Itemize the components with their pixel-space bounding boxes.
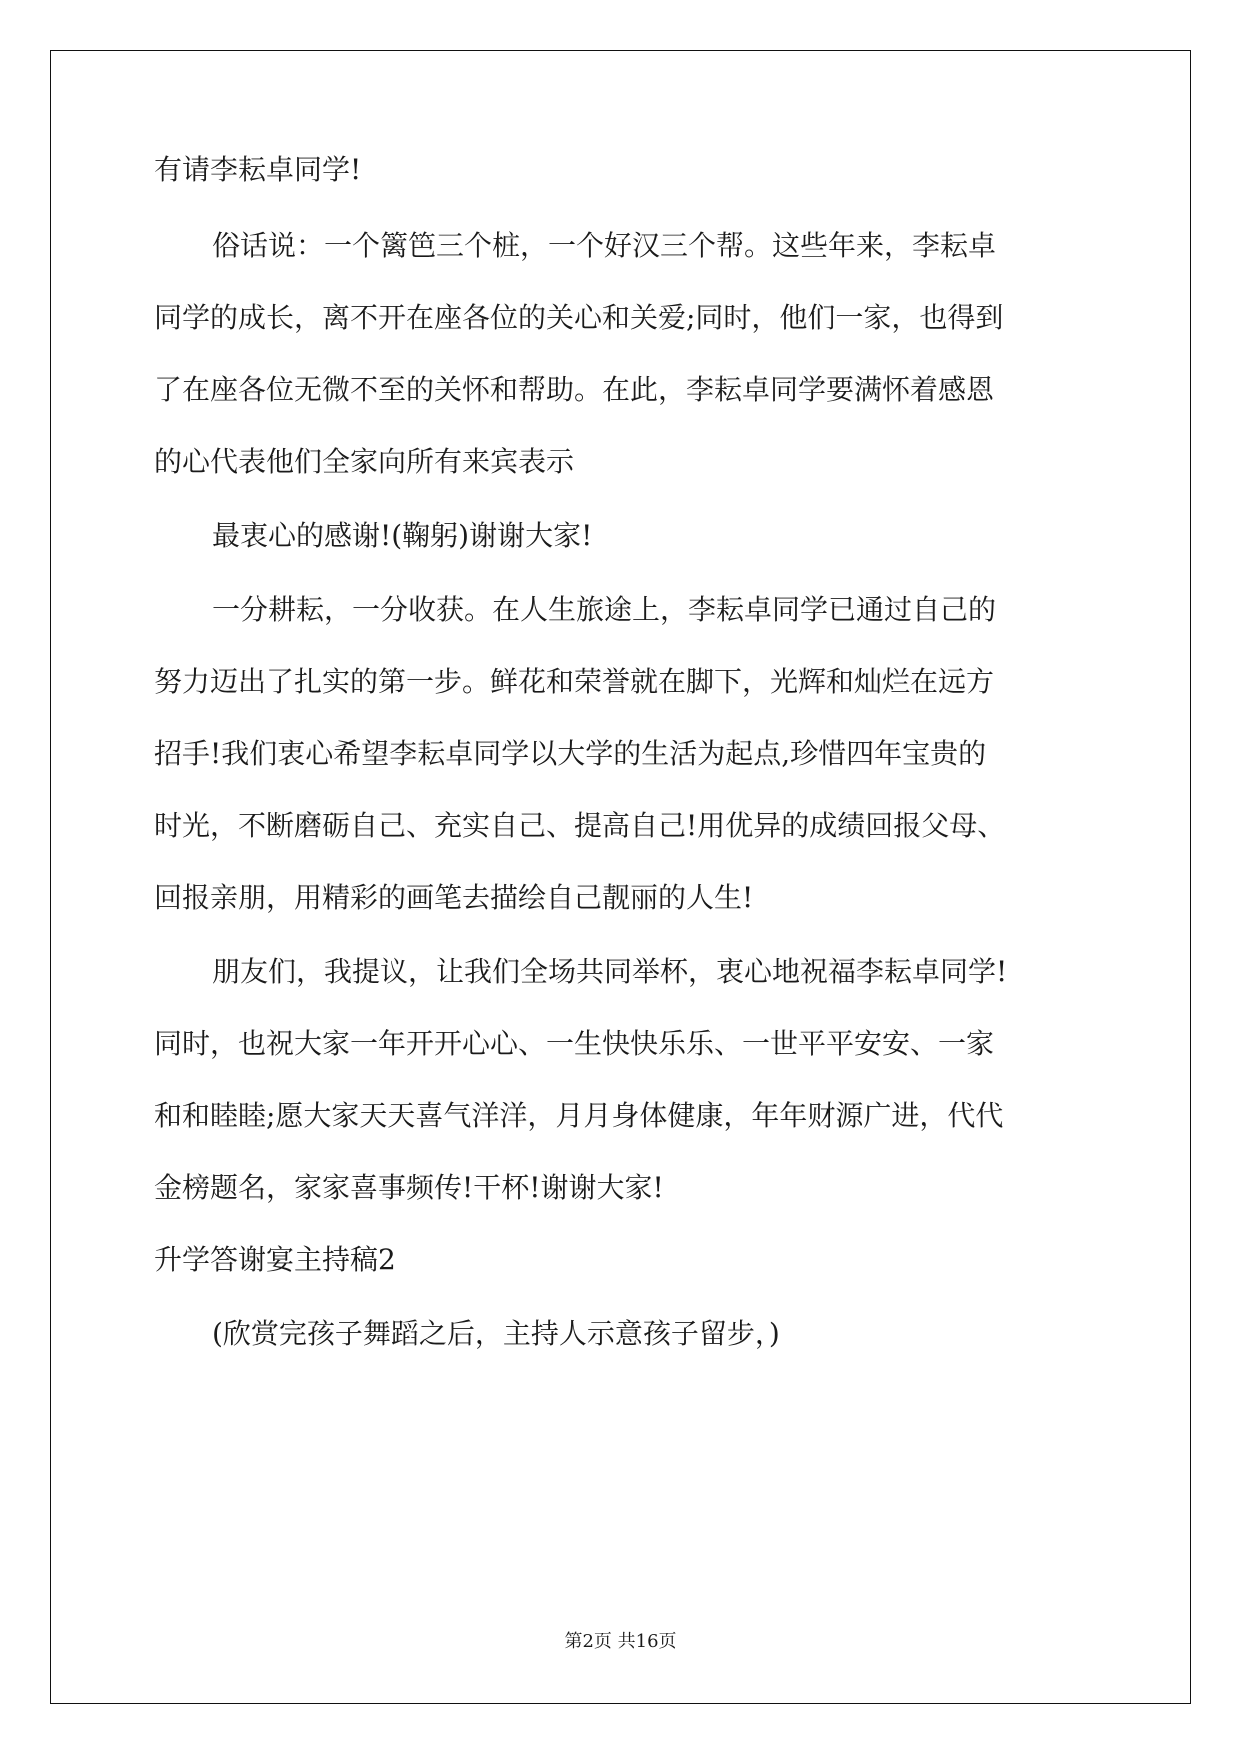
text-line: 回报亲朋，用精彩的画笔去描绘自己靓丽的人生! [154,881,754,914]
text-line: 招手!我们衷心希望李耘卓同学以大学的生活为起点,珍惜四年宝贵的 [154,737,987,770]
text-line: 时光，不断磨砺自己、充实自己、提高自己!用优异的成绩回报父母、 [154,809,1006,842]
page-number: 第2页 共16页 [564,1631,677,1652]
text-line: 金榜题名，家家喜事频传!干杯!谢谢大家! [154,1171,664,1204]
text-line: 努力迈出了扎实的第一步。鲜花和荣誉就在脚下，光辉和灿烂在远方 [154,665,995,698]
text-line: 俗话说：一个篱笆三个桩，一个好汉三个帮。这些年来，李耘卓 [212,229,997,262]
text-line: 同时，也祝大家一年开开心心、一生快快乐乐、一世平平安安、一家 [154,1027,995,1060]
text-line: 同学的成长，离不开在座各位的关心和关爱;同时，他们一家，也得到 [154,301,1004,334]
text-line: 了在座各位无微不至的关怀和帮助。在此，李耘卓同学要满怀着感恩 [154,373,995,406]
text-line: 和和睦睦;愿大家天天喜气洋洋，月月身体健康，年年财源广进，代代 [154,1099,1004,1132]
section-heading: 升学答谢宴主持稿2 [154,1243,396,1276]
text-line: 有请李耘卓同学! [154,153,362,186]
text-line: 最衷心的感谢!(鞠躬)谢谢大家! [212,519,593,552]
text-line: 的心代表他们全家向所有来宾表示 [154,445,575,478]
text-line: 一分耕耘，一分收获。在人生旅途上，李耘卓同学已通过自己的 [212,593,997,626]
text-line: (欣赏完孩子舞蹈之后，主持人示意孩子留步，) [212,1317,780,1350]
text-line: 朋友们，我提议，让我们全场共同举杯，衷心地祝福李耘卓同学! [212,955,1008,988]
